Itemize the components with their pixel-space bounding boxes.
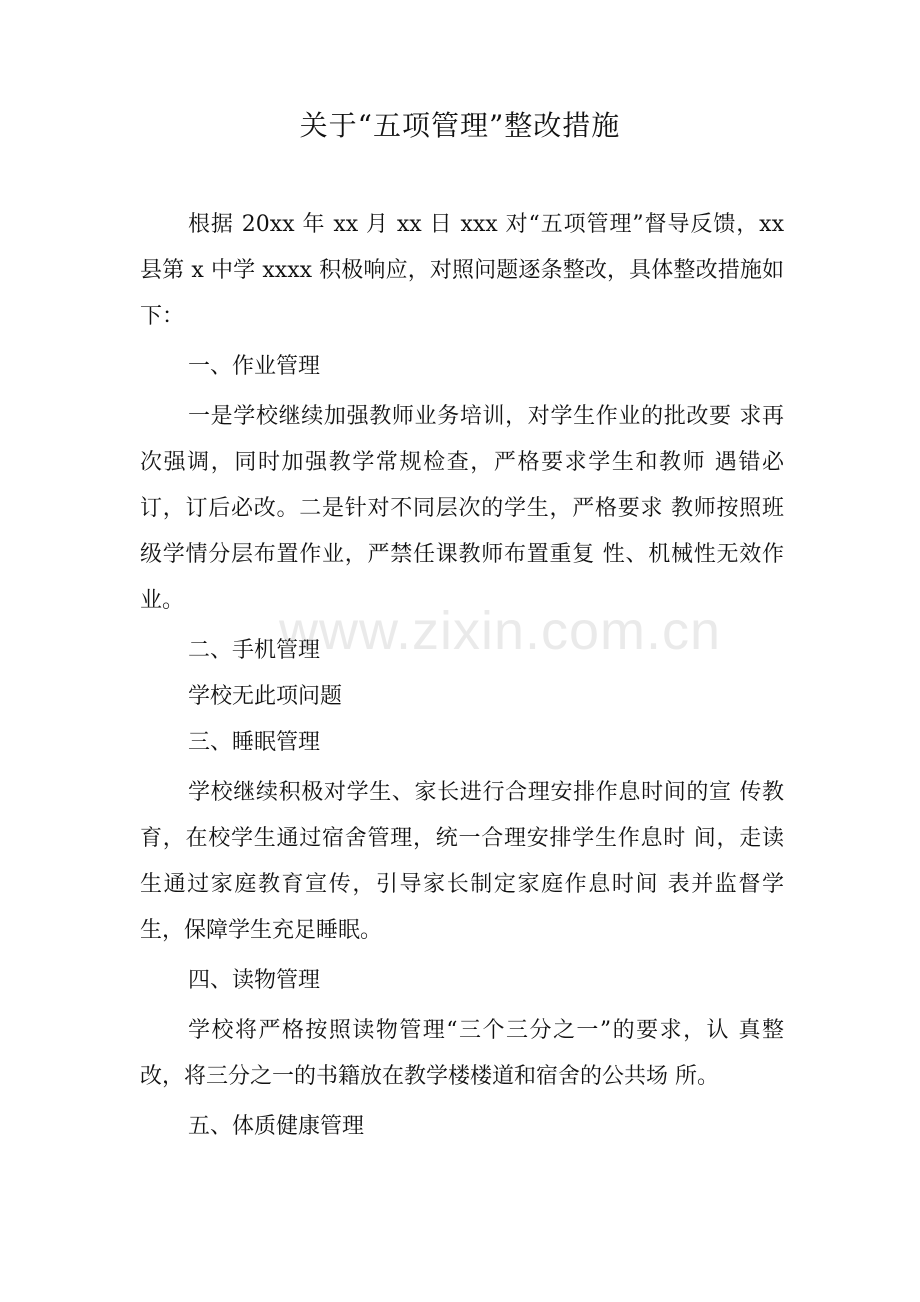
watermark: www.zixin.com.cn	[278, 601, 722, 661]
section-body-sleep: 学校继续积极对学生、家长进行合理安排作息时间的宣 传教育，在校学生通过宿舍管理，统一合理安排学生作息时 间，走读生通过家庭教育宣传，引导家长制定家庭作息时间 表并监督学生，保障学生充足睡眠。	[140, 780, 784, 943]
document-title: 关于“五项管理”整改措施	[299, 109, 621, 142]
intro-paragraph: 根据 20xx 年 xx 月 xx 日 xxx 对“五项管理”督导反馈，xx 县第 x 中学 xxxx 积极响应，对照问题逐条整改，具体整改措施如下：	[140, 212, 784, 329]
section-body-reading: 学校将严格按照读物管理“三个三分之一”的要求，认 真整改，将三分之一的书籍放在教学楼楼道和宿舍的公共场 所。	[140, 1018, 784, 1089]
section-body-phone: 学校无此项问题	[188, 684, 343, 709]
section-body-homework: 一是学校继续加强教师业务培训，对学生作业的批改要 求再次强调，同时加强教学常规检查，严格要求学生和教师 遇错必订，订后必改。二是针对不同层次的学生，严格要求 教师按照班级学情分层布置作业，严禁任课教师布置重复 性、机械性无效作业。	[140, 404, 784, 613]
section-heading-sleep: 三、睡眠管理	[188, 730, 321, 755]
document-body	[140, 202, 784, 1150]
section-heading-phone: 二、手机管理	[188, 638, 321, 663]
section-heading-reading: 四、读物管理	[188, 968, 321, 993]
section-heading-fitness: 五、体质健康管理	[188, 1114, 365, 1139]
section-heading-homework: 一、作业管理	[188, 354, 321, 379]
